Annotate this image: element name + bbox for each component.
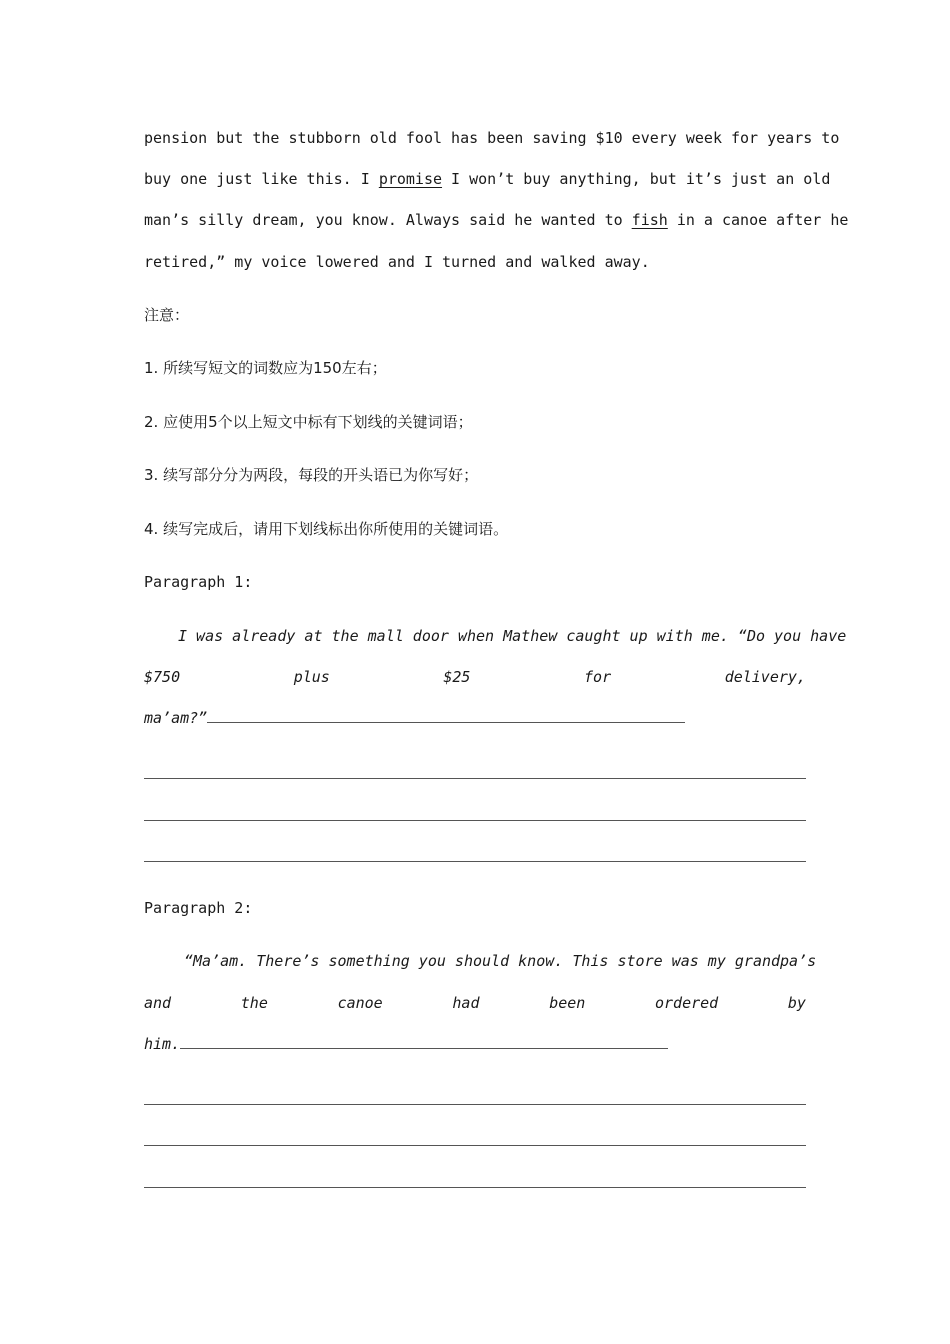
note-item-1: 1. 所续写短文的词数应为150左右； [144,359,387,377]
writing-line[interactable] [144,1187,806,1188]
passage-line-2 [144,169,831,189]
keyword-fish: fish [631,211,668,229]
passage-line-2-before: buy one just like this. I [144,170,379,188]
paragraph-2-word: been [549,994,586,1012]
paragraph-2-opening-line-1-text: “Ma’am. There’s something you should know. This store was my grandpa’s [184,952,817,970]
paragraph-1-word: plus [293,668,330,686]
paragraph-1-opening-line-1 [178,626,847,646]
paragraph-1-label: Paragraph 1: [144,573,253,591]
paragraph-2-word: canoe [337,994,383,1012]
paragraph-1-opening-line-2 [144,667,806,687]
paragraph-2-opening-line-2 [144,993,806,1013]
writing-line[interactable] [144,1145,806,1146]
passage-line-1 [144,128,840,148]
paragraph-2-opening-line-3-text: him. [144,1035,181,1053]
paragraph-1-opening-line-3 [144,708,806,728]
passage-line-3 [144,210,849,230]
paragraph-1-opening-line-3-text: ma’am?” [144,709,208,727]
paragraph-2-word: had [452,994,480,1012]
passage-line-4 [144,252,806,272]
writing-blank-inline[interactable] [207,708,685,723]
passage-line-3-before: man’s silly dream, you know. Always said he wanted to [144,211,632,229]
paragraph-2-word: ordered [655,994,719,1012]
note-item-3: 3. 续写部分分为两段，每段的开头语已为你写好； [144,466,479,484]
passage-line-3-after: in a canoe after he [667,211,849,229]
passage-line-4-text: retired,” my voice lowered and I turned and walked away. [144,253,650,271]
writing-line[interactable] [144,861,806,862]
paragraph-2-opening-line-1 [184,951,817,971]
note-item-4: 4. 续写完成后，请用下划线标出你所使用的关键词语。 [144,520,509,538]
paragraph-2-word: and [144,994,172,1012]
paragraph-1-word: $25 [443,668,471,686]
writing-line[interactable] [144,820,806,821]
passage-line-2-after: I won’t buy anything, but it’s just an old [442,170,831,188]
paragraph-2-word: the [240,994,268,1012]
writing-line[interactable] [144,1104,806,1105]
paragraph-2-opening-line-3 [144,1034,806,1054]
paragraph-1-word: $750 [144,668,181,686]
writing-line[interactable] [144,778,806,779]
paragraph-1-word: delivery, [724,668,806,686]
paragraph-1-word: for [584,668,612,686]
keyword-promise: promise [378,170,443,188]
note-item-2: 2. 应使用5个以上短文中标有下划线的关键词语； [144,413,473,431]
paragraph-2-word: by [787,994,806,1012]
writing-blank-inline[interactable] [180,1034,668,1049]
passage-line-1-text: pension but the stubborn old fool has been saving $10 every week for years to [144,129,840,147]
notes-heading: 注意： [144,306,190,324]
paragraph-1-opening-line-1-text: I was already at the mall door when Mathew caught up with me. “Do you have [178,627,847,645]
paragraph-2-label: Paragraph 2: [144,899,253,917]
